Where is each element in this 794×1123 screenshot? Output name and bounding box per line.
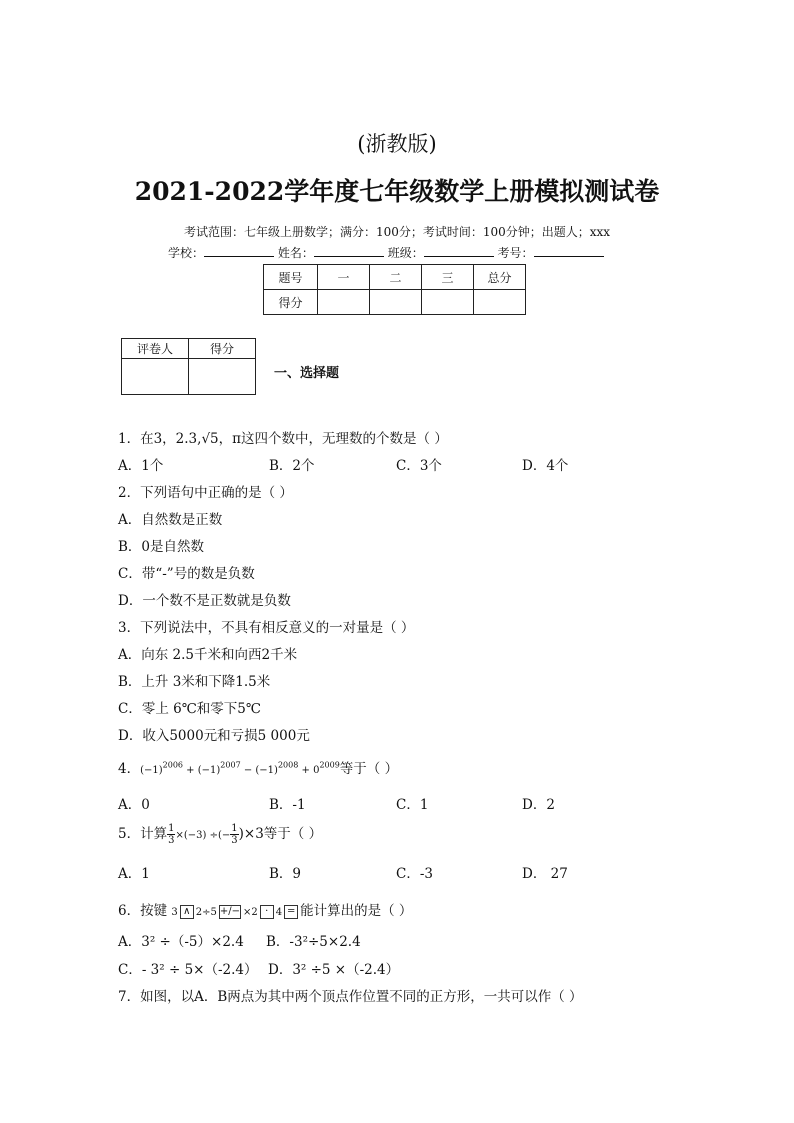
q2-option-c[interactable]: C．带“-”号的数是负数: [118, 566, 255, 582]
score-header-cell: 二: [370, 265, 422, 290]
q5-middle: ×(−3) ÷(−: [175, 830, 231, 841]
q4-option-d[interactable]: D．2: [522, 797, 555, 813]
q3-option-a[interactable]: A．向东 2.5千米和向西2千米: [118, 647, 298, 663]
equals-key-icon: =: [284, 905, 298, 919]
q5-suffix: )×3等于（ ）: [238, 826, 323, 842]
q5-option-b[interactable]: B．9: [269, 866, 302, 882]
grader-cell[interactable]: [189, 359, 256, 395]
exam-title: 2021-2022学年度七年级数学上册模拟测试卷: [134, 177, 660, 206]
score-row-label: 得分: [264, 290, 318, 315]
q2-option-d[interactable]: D．一个数不是正数就是负数: [118, 593, 291, 609]
q5-fraction-2: $\frac{1}{3}$: [231, 823, 238, 846]
score-header-cell: 一: [318, 265, 370, 290]
q5-fraction-1: $\frac{1}{3}$: [168, 823, 175, 846]
grader-header-cell: 评卷人: [122, 339, 189, 359]
q3-option-d[interactable]: D．收入5000元和亏损5 000元: [118, 728, 310, 744]
score-cell[interactable]: [370, 290, 422, 315]
school-blank[interactable]: [204, 244, 274, 257]
q6-seq-3: ×2: [243, 907, 258, 918]
score-header-cell: 三: [422, 265, 474, 290]
q4-base-2: (−1): [197, 765, 221, 776]
q6-option-b[interactable]: B．-3²÷5×2.4: [266, 934, 361, 950]
q4-op-2: −: [240, 765, 256, 776]
exam-edition-subtitle: (浙教版): [357, 132, 437, 156]
q4-op-1: +: [183, 765, 198, 776]
q6-option-d[interactable]: D．3² ÷5 ×（-2.4）: [268, 962, 400, 978]
q4-exp-1: 2006: [162, 760, 183, 770]
q1-option-a[interactable]: A．1个: [118, 458, 164, 474]
class-label: 班级：: [387, 246, 424, 260]
question-4: [118, 757, 398, 777]
score-table: [263, 264, 526, 315]
q4-base-4: 0: [313, 765, 320, 776]
q4-exp-3: 2008: [277, 760, 299, 770]
score-header-cell: 题号: [264, 265, 318, 290]
q6-option-c[interactable]: C．- 3² ÷ 5×（-2.4）: [118, 962, 258, 978]
class-blank[interactable]: [424, 244, 494, 257]
student-info-line: [168, 244, 604, 261]
score-cell[interactable]: [422, 290, 474, 315]
q5-option-a[interactable]: A．1: [118, 866, 150, 882]
q4-option-a[interactable]: A．0: [118, 797, 150, 813]
grader-header-cell: 得分: [189, 339, 256, 359]
name-blank[interactable]: [314, 244, 384, 257]
q4-option-b[interactable]: B．-1: [269, 797, 306, 813]
q4-op-3: +: [298, 765, 314, 776]
score-table-score-row: [264, 290, 526, 315]
q4-suffix: 等于（ ）: [339, 761, 399, 777]
q4-exp-4: 2009: [319, 760, 340, 770]
q4-exp-2: 2007: [220, 760, 241, 770]
grader-table: [121, 338, 256, 395]
id-label: 考号：: [497, 246, 534, 260]
name-label: 姓名：: [277, 246, 314, 260]
q1-option-b[interactable]: B．2个: [269, 458, 315, 474]
q6-option-a[interactable]: A．3² ÷（-5）×2.4: [118, 934, 244, 950]
q4-number: 4．: [118, 761, 141, 777]
q3-option-c[interactable]: C．零上 6℃和零下5℃: [118, 701, 262, 717]
caret-key-icon: ∧: [180, 905, 194, 919]
question-6: [118, 899, 412, 919]
score-cell[interactable]: [318, 290, 370, 315]
sign-key-icon: +/−: [219, 905, 241, 917]
q1-suffix: ，π这四个数中，无理数的个数是（ ）: [218, 431, 448, 447]
question-1: [118, 427, 448, 447]
q6-seq-2: 2÷5: [195, 907, 217, 918]
q6-seq-4: 4: [275, 907, 283, 918]
q2-option-a[interactable]: A．自然数是正数: [118, 512, 223, 528]
q4-base-1: (−1): [140, 765, 163, 776]
q5-prefix: 5．计算: [118, 826, 168, 842]
q1-prefix: 1．在3，2.3,: [118, 431, 202, 447]
decimal-key-icon: ·: [260, 905, 274, 919]
section-title: 一、选择题: [274, 366, 340, 381]
q2-option-b[interactable]: B．0是自然数: [118, 539, 205, 555]
q6-prefix: 6．按键: [118, 903, 168, 919]
q3-option-b[interactable]: B．上升 3米和下降1.5米: [118, 674, 271, 690]
score-cell[interactable]: [474, 290, 526, 315]
score-header-cell: 总分: [474, 265, 526, 290]
q5-option-c[interactable]: C．-3: [396, 866, 433, 882]
question-5: [118, 822, 322, 846]
q4-option-c[interactable]: C．1: [396, 797, 429, 813]
question-7: 7．如图，以A．B两点为其中两个顶点作位置不同的正方形，一共可以作（ ）: [118, 989, 583, 1005]
q4-base-3: (−1): [255, 765, 278, 776]
school-label: 学校：: [168, 246, 205, 260]
id-blank[interactable]: [534, 244, 604, 257]
exam-info-line: 考试范围：七年级上册数学；满分：100分；考试时间：100分钟；出题人；xxx: [183, 225, 611, 239]
question-3: 3．下列说法中，不具有相反意义的一对量是（ ）: [118, 620, 415, 636]
grader-cell[interactable]: [122, 359, 189, 395]
q5-option-d[interactable]: D． 27: [522, 866, 568, 882]
q6-seq-1: 3: [171, 907, 178, 918]
question-2: 2．下列语句中正确的是（ ）: [118, 485, 293, 501]
q1-option-d[interactable]: D．4个: [522, 458, 569, 474]
score-table-header-row: [264, 265, 526, 290]
q1-root: √5: [201, 431, 219, 447]
q6-suffix: 能计算出的是（ ）: [300, 903, 413, 919]
q1-option-c[interactable]: C．3个: [396, 458, 442, 474]
